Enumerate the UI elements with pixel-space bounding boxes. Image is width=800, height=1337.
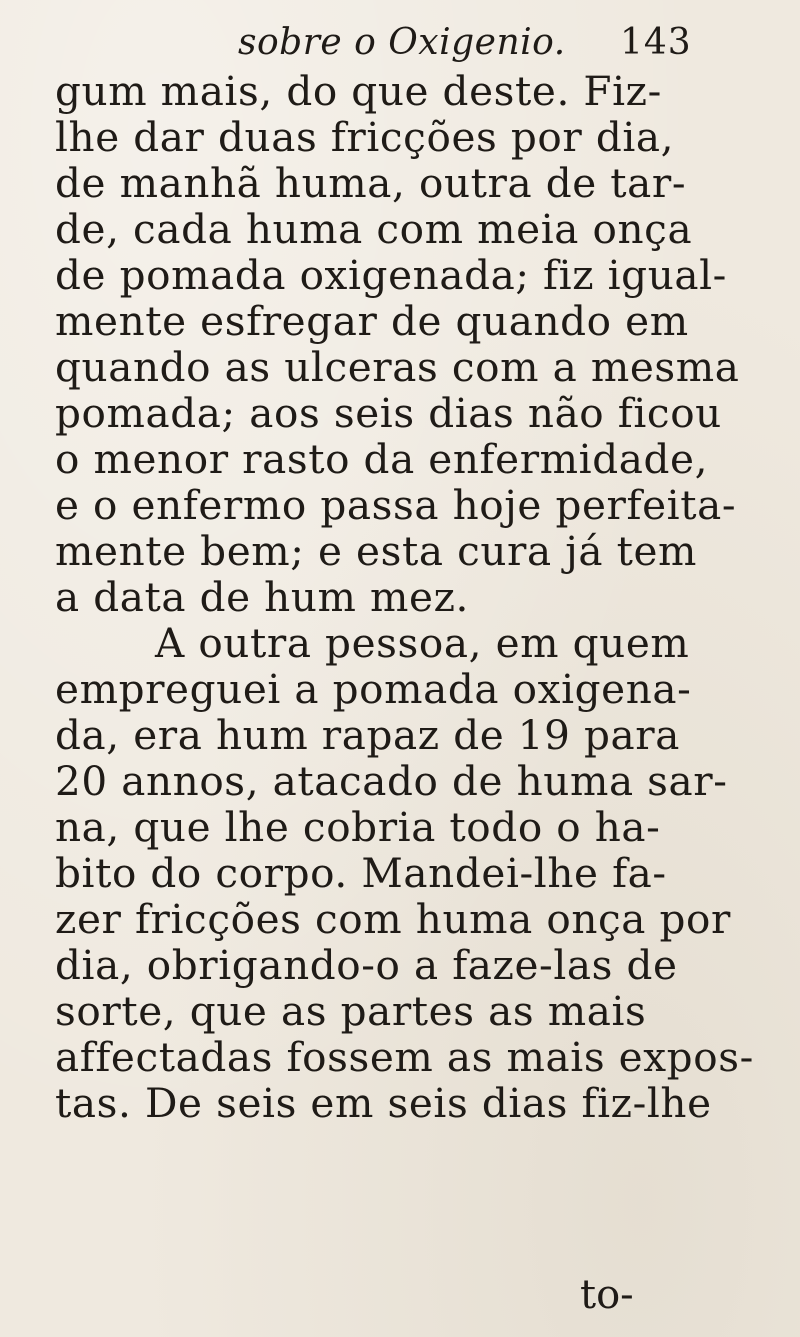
text-line: gum mais, do que deste. Fiz- [55,67,662,115]
text-line: dia, obrigando-o a faze-las de [55,941,678,989]
text-line: na, que lhe cobria todo o ha- [55,803,661,851]
text-line: o menor rasto da enfermidade, [55,435,709,483]
text-line: da, era hum rapaz de 19 para [55,711,680,759]
text-line: 20 annos, atacado de huma sar- [55,757,728,805]
text-line: bito do corpo. Mandei-lhe fa- [55,849,667,897]
text-line: e o enfermo passa hoje perfeita- [55,481,737,529]
text-line: de manhã huma, outra de tar- [55,159,687,207]
text-line: quando as ulceras com a mesma [55,343,740,391]
running-title: sobre o Oxigenio. [238,22,566,63]
text-line: empreguei a pomada oxigena- [55,665,692,713]
paragraph-start-line: A outra pessoa, em quem [155,619,690,667]
text-line: pomada; aos seis dias não ficou [55,389,722,437]
text-line: lhe dar duas fricções por dia, [55,113,675,161]
text-line: mente bem; e esta cura já tem [55,527,698,575]
page-number: 143 [620,22,692,63]
text-line: affectadas fossem as mais expos- [55,1033,754,1081]
text-line: a data de hum mez. [55,573,469,621]
text-line: de, cada huma com meia onça [55,205,693,253]
text-line: tas. De seis em seis dias fiz-lhe [55,1079,712,1127]
catchword: to- [580,1272,634,1318]
text-line: de pomada oxigenada; fiz igual- [55,251,727,299]
text-line: sorte, que as partes as mais [55,987,647,1035]
text-line: mente esfregar de quando em [55,297,689,345]
text-line: zer fricções com huma onça por [55,895,731,943]
body-text [55,67,754,1127]
